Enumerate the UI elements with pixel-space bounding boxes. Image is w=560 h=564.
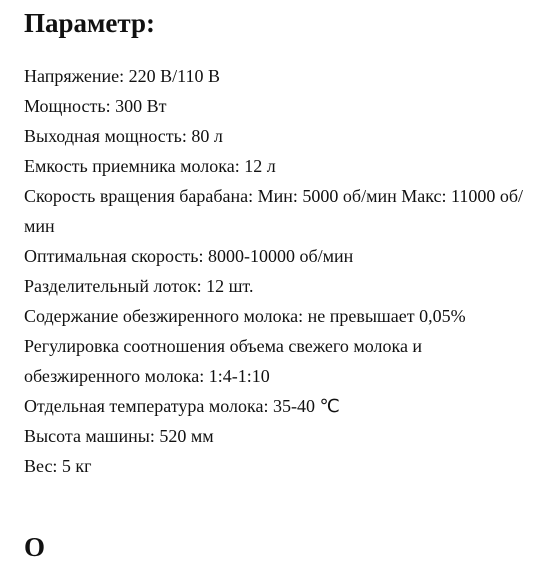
spec-volume-ratio-adjustment: Регулировка соотношения объема свежего молока и обезжиренного молока: 1:4-1:10: [24, 336, 423, 386]
next-section-heading-partial: О: [24, 532, 46, 562]
spec-list: [24, 40, 544, 481]
celsius-symbol: ℃: [319, 396, 340, 416]
spec-output-capacity: Выходная мощность: 80 л: [24, 126, 223, 146]
spec-machine-height: Высота машины: 520 мм: [24, 426, 214, 446]
spec-skim-milk-fat-content: Содержание обезжиренного молока: не превышает 0,05%: [24, 306, 466, 326]
spec-document: [24, 0, 544, 481]
spec-power: Мощность: 300 Вт: [24, 96, 167, 116]
spec-milk-receiver-capacity: Емкость приемника молока: 12 л: [24, 156, 276, 176]
parameters-heading: Параметр:: [24, 8, 155, 38]
spec-optimal-speed: Оптимальная скорость: 8000-10000 об/мин: [24, 246, 354, 266]
spec-voltage: Напряжение: 220 В/110 В: [24, 66, 220, 86]
spec-drum-speed: Скорость вращения барабана: Мин: 5000 об/мин Макс: 11000 об/мин: [24, 186, 523, 236]
spec-milk-temperature: [24, 391, 534, 421]
spec-weight: Вес: 5 кг: [24, 456, 92, 476]
spec-separator-tray: Разделительный лоток: 12 шт.: [24, 276, 254, 296]
spec-milk-temperature-text: Отдельная температура молока: 35-40: [24, 396, 320, 416]
